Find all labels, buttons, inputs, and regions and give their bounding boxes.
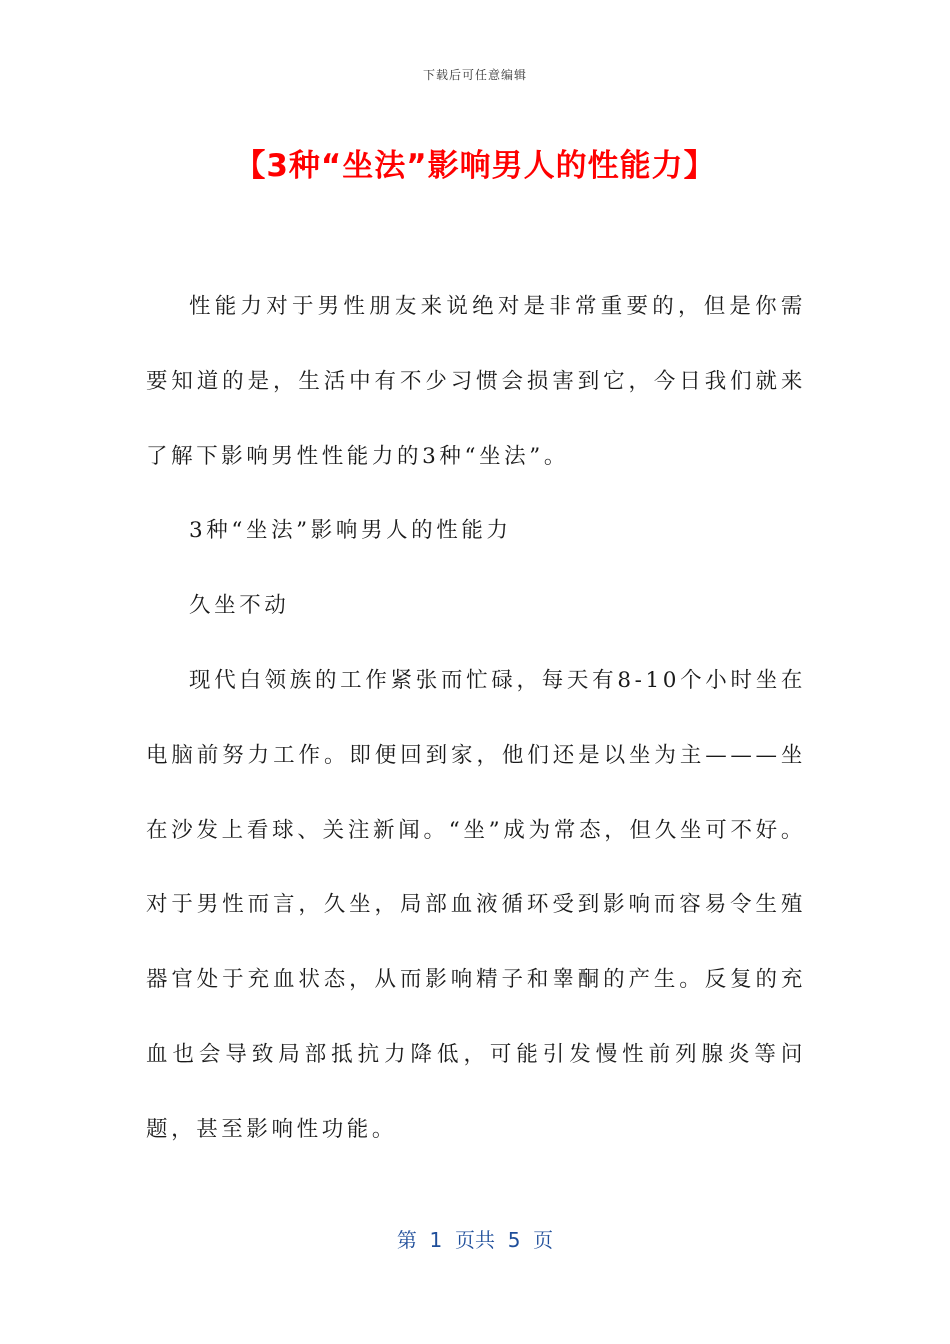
- page-number: 第 1 页共 5 页: [396, 1228, 554, 1252]
- download-note: 下载后可任意编辑: [422, 68, 527, 82]
- document-title: 【3种“坐法”影响男人的性能力】: [234, 148, 716, 184]
- body-paragraph: 现代白领族的工作紧张而忙碌，每天有8-10个小时坐在电脑前努力工作。即便回到家，他们还是以坐为主———坐在沙发上看球、关注新闻。“坐”成为常态，但久坐可不好。对于男性而言，久坐，局部血液循环受到影响而容易令生殖器官处于充血状态，从而影响精子和睾酮的产生。反复的充血也会导致局部抵抗力降低，可能引发慢性前列腺炎等问题，甚至影响性功能。: [146, 667, 806, 1142]
- subsection-heading: 久坐不动: [189, 593, 290, 619]
- section-heading: 3种“坐法”影响男人的性能力: [189, 518, 512, 544]
- intro-paragraph: 性能力对于男性朋友来说绝对是非常重要的，但是你需要知道的是，生活中有不少习惯会损害到它，今日我们就来了解下影响男性性能力的3种“坐法”。: [146, 294, 806, 469]
- document-body: [146, 270, 806, 1168]
